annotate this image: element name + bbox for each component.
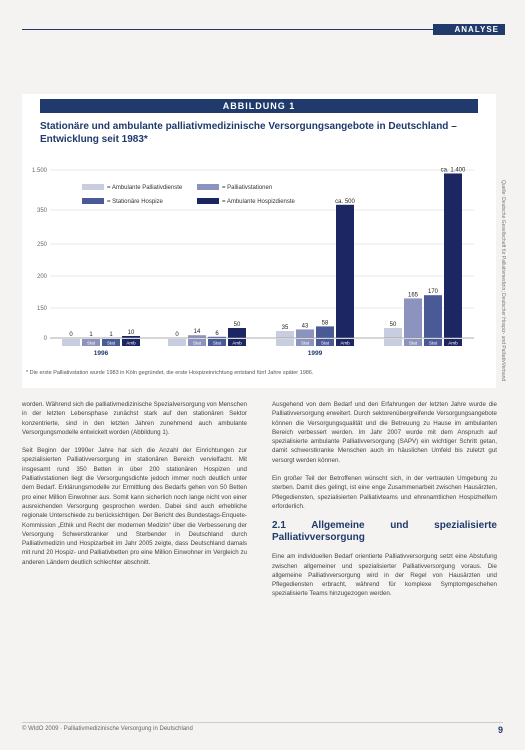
legend-label: = Palliativstationen <box>222 185 273 191</box>
bar-value-label: 50 <box>233 322 241 328</box>
footer-text: © WIdO 2009 · Palliativmedizinische Versorgung in Deutschland <box>22 726 193 732</box>
chart <box>22 160 496 418</box>
bar-value-label: 0 <box>175 332 179 338</box>
figure-label: ABBILDUNG 1 <box>40 99 478 113</box>
legend-label: = Stationäre Hospize <box>107 199 163 205</box>
paragraph: Eine am individuellen Bedarf orientierte Palliativversorgung setzt eine Abstufung zwischen allgemeiner und spezialisierter Palliativversorgung voraus. Die allgemeine Palliativversorgung wird in der Regel von Hausärzten und Pflegediensten erbracht, während für komplexe Symptomgeschehen spezialisierte Teams hinzugezogen werden. <box>272 553 497 598</box>
section-heading: 2.1 Allgemeine und spezialisierte Palliativversorgung <box>272 520 497 544</box>
bar-category-label: Stat <box>192 340 202 346</box>
bar-value-label: 6 <box>215 330 219 337</box>
body-column-right <box>272 400 497 608</box>
paragraph: Seit Beginn der 1990er Jahre hat sich die Anzahl der Einrichtungen zur spezialisierten Palliativversorgung im stationären Bereich vervielfacht. Mit insgesamt rund 350 Betten in über 200 stationären Hospizen und Palliativstationen liegt die Versorgungsdichte jedoch immer noch deutlich unter dem Bedarf. Erklärungsmodelle zur Ermittlung des Bedarfs gehen von 50 Betten pro einer Million Einwohner aus. Somit kann sicherlich noch lange nicht von einer ausreichenden Versorgung gesprochen werden. Dabei sind auch erhebliche regionale Unterschiede zu berücksichtigen. Der Bericht des Bundestags-Enquete-Kommission „Ethik und Recht der modernen Medizin“ über die Verbesserung der Versorgung Schwerstkranker und Sterbender in Deutschland durch Palliativmedizin und Hospizarbeit im Jahr 2005 zeigte, dass Deutschland damals mit rund 20 Hospiz- und Palliativbetten pro eine Million Einwohner im Vergleich zu anderen Ländern deutlich schlechter abschnitt. <box>22 447 247 566</box>
bar <box>188 335 206 338</box>
figure-panel <box>22 94 496 388</box>
paragraph: Ein großer Teil der Betroffenen wünscht sich, in der vertrauten Umgebung zu sterben. Damit dies gelingt, ist eine enge Zusammenarbeit zwischen Hausärzten, Pflegediensten, spezialisierten Palliativteams und ehrenamtlichen Hospizhelfern erforderlich. <box>272 475 497 510</box>
bar-value-label: 14 <box>193 329 201 336</box>
bar <box>296 329 314 338</box>
legend-swatch <box>197 184 219 190</box>
bar-category-label: Stat <box>300 340 310 346</box>
bar-value-label: ca. 1.400 <box>440 167 466 174</box>
bar <box>404 298 422 338</box>
source-text: Quelle: Deutsche Gesellschaft für Palliativmedizin; Deutscher Hospiz- und PalliativVerband <box>500 180 506 382</box>
paragraph: Ausgehend von dem Bedarf und den Erfahrungen der letzten Jahre wurde die Palliativversorgung erweitert. Durch sektorenübergreifende Versorgungsangebote können die Versorgungsqualität und die Betreuung zu Hause im ambulanten Bereich verbessert werden. Im Jahr 2007 wurde mit dem Anspruch auf spezialisierte ambulante Palliativversorgung (SAPV) ein wichtiger Schritt getan, damit schwerstkranke Menschen auch im häuslichen Umfeld bis zuletzt gut versorgt werden können. <box>272 401 497 464</box>
bar-category-strip <box>384 339 402 346</box>
bar-value-label: 10 <box>127 330 135 336</box>
legend-label: = Ambulante Hospizdienste <box>222 199 295 205</box>
bar <box>276 331 294 338</box>
bar-category-label: Amb <box>232 340 242 346</box>
bar <box>228 328 246 338</box>
bar-category-strip <box>62 339 80 346</box>
bar-category-label: Stat <box>320 340 330 346</box>
bar-category-strip <box>168 339 186 346</box>
bar-category-label: Stat <box>212 340 222 346</box>
bar-category-label: Amb <box>448 340 458 346</box>
bar-value-label: ca. 500 <box>335 198 355 205</box>
header-rule <box>22 29 433 30</box>
source-note <box>498 180 506 390</box>
legend-swatch <box>82 184 104 190</box>
y-tick-label: 1.500 <box>31 168 47 174</box>
y-tick-label: 200 <box>36 274 47 280</box>
bar-category-strip <box>276 339 294 346</box>
legend-label: = Ambulante Palliativdienste <box>107 185 183 191</box>
legend-swatch <box>82 198 104 204</box>
bar <box>424 295 442 338</box>
header-bar <box>0 24 525 35</box>
bar-category-label: Amb <box>126 340 136 346</box>
page-number: 9 <box>497 725 503 735</box>
bar-value-label: 43 <box>301 323 309 330</box>
bar-value-label: 170 <box>427 289 439 296</box>
section-tag: ANALYSE <box>433 24 505 35</box>
bar-value-label: 58 <box>321 320 329 327</box>
bar <box>384 328 402 338</box>
bar-value-label: 1 <box>109 331 113 338</box>
bar <box>336 205 354 338</box>
figure-footnote: * Die erste Palliativstation wurde 1983 in Köln gegründet, die erste Hospizeinrichtung entstand fünf Jahre später 1986. <box>26 370 314 376</box>
bar-category-label: Amb <box>340 340 350 346</box>
body-column-left <box>22 400 247 576</box>
bar-value-label: 165 <box>407 292 419 299</box>
y-tick-label: 0 <box>43 336 47 342</box>
paragraph: worden. Während sich die palliativmedizinische Spezialversorgung von Menschen in der letzten Lebensphase zunächst stark auf den stationären Sektor konzentrierte, sind in den letzten Jahren zunehmend auch ambulante Versorgungsmodelle entwickelt worden (Abbildung 1). <box>22 401 247 436</box>
bar-category-label: Stat <box>86 340 96 346</box>
bar-category-label: Stat <box>408 340 418 346</box>
bar-value-label: 0 <box>69 332 73 338</box>
y-tick-label: 250 <box>36 242 47 248</box>
y-tick-label: 150 <box>36 306 47 312</box>
y-tick-label: 350 <box>36 208 47 214</box>
figure-title: Stationäre und ambulante palliativmedizinische Versorgungsangebote in Deutschland – Entwicklung seit 1983* <box>40 121 457 145</box>
bar-value-label: 50 <box>389 322 397 328</box>
x-group-label: 1999 <box>307 350 323 357</box>
bar-category-label: Stat <box>106 340 116 346</box>
page-footer <box>22 722 503 737</box>
bar <box>316 326 334 338</box>
bar-value-label: 1 <box>89 331 93 338</box>
bar-category-label: Stat <box>428 340 438 346</box>
legend-swatch <box>197 198 219 204</box>
bar-value-label: 35 <box>281 325 289 331</box>
bar <box>444 173 462 338</box>
x-group-label: 1996 <box>93 350 109 357</box>
